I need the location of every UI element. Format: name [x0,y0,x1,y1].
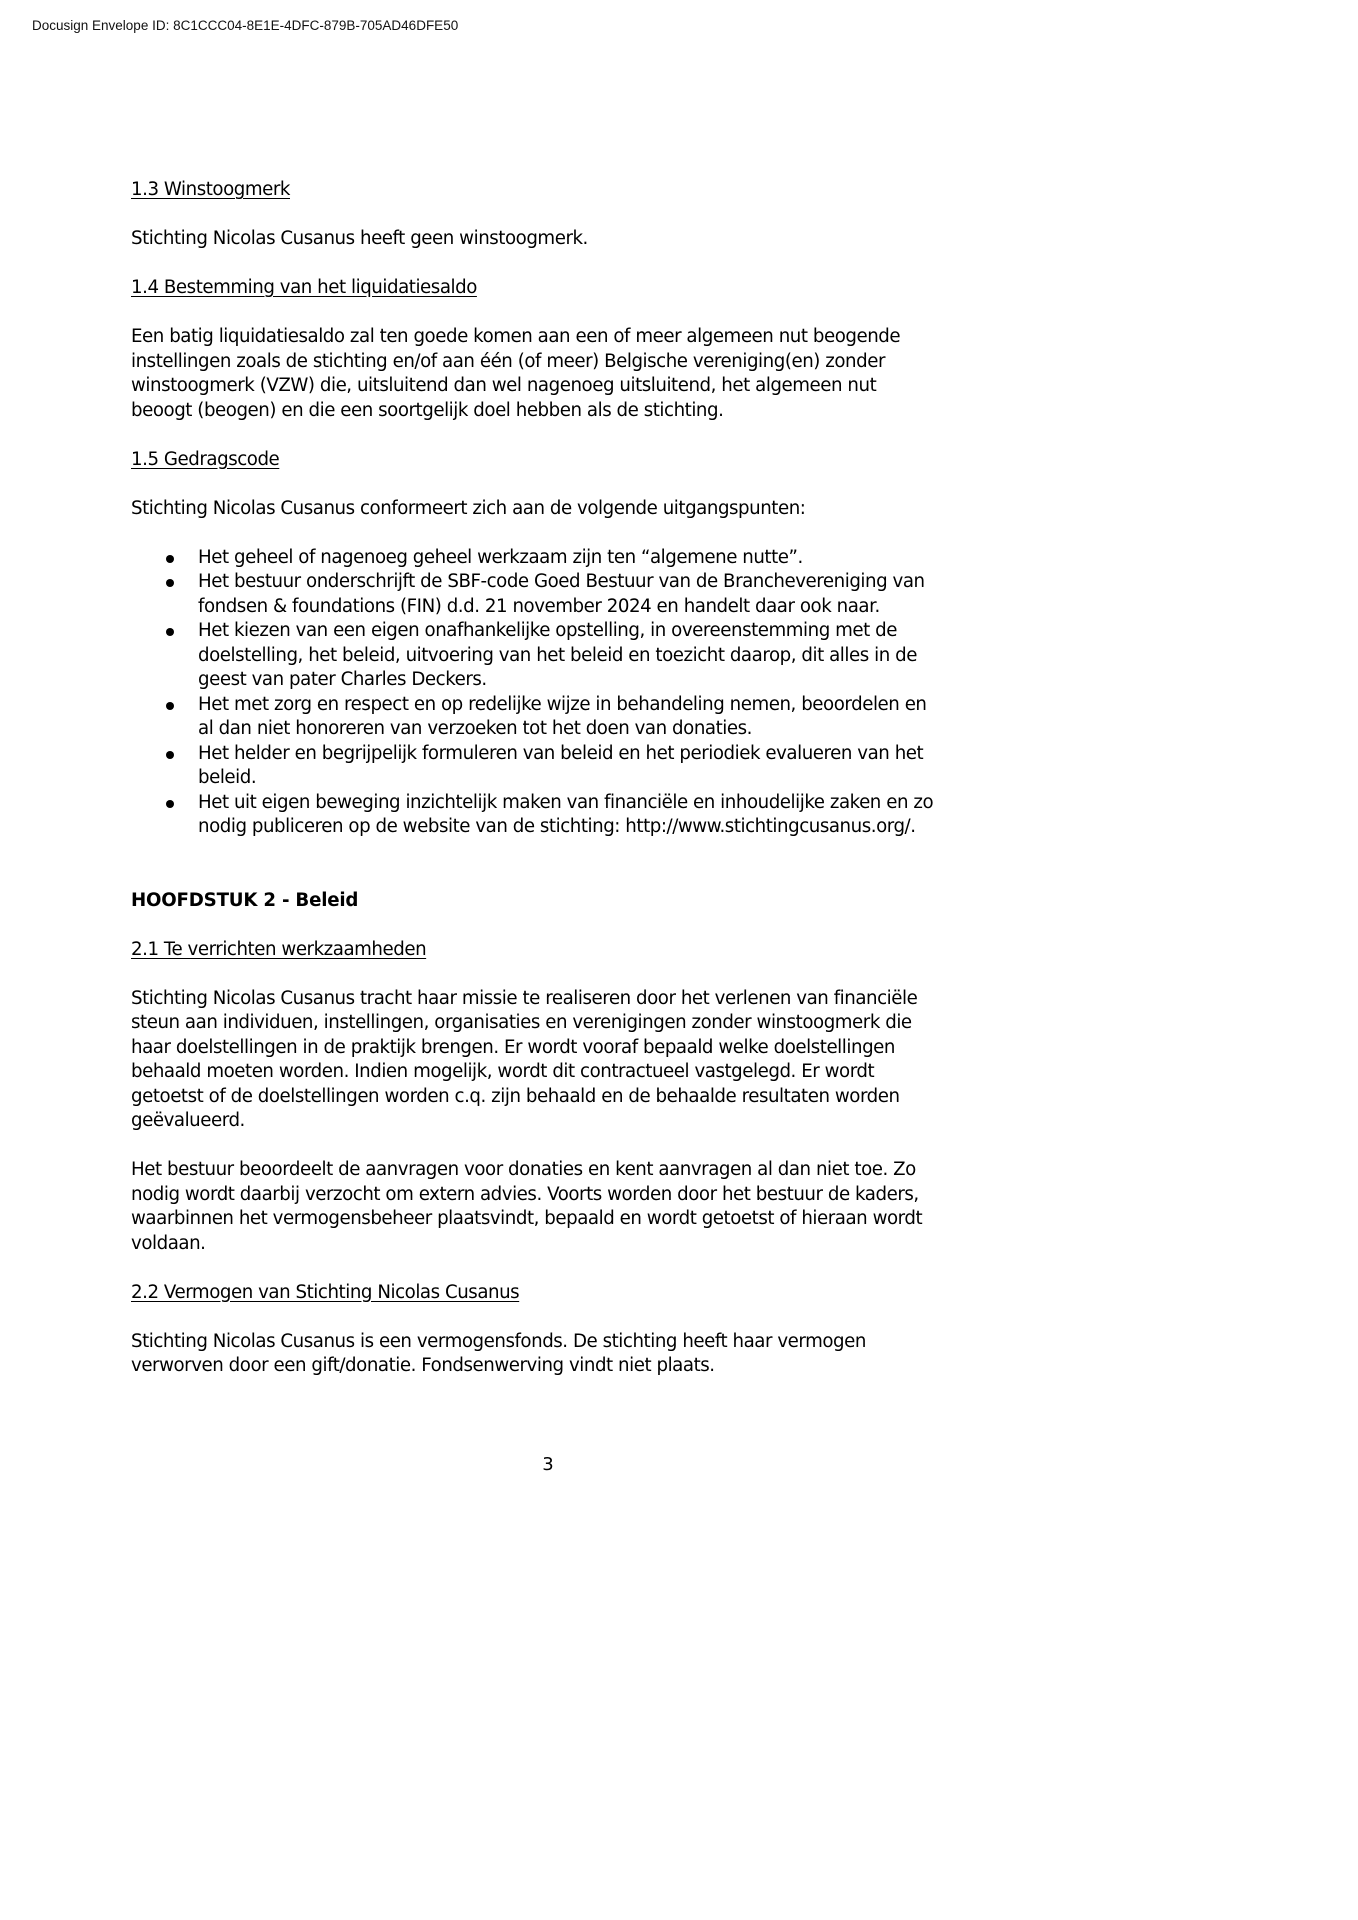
text-line: getoetst of de doelstellingen worden c.q. zijn behaald en de behaalde resultaten worden [131,1085,900,1107]
section-1-4-paragraph [131,325,991,423]
text-line: Het bestuur onderschrijft de SBF-code Goed Bestuur van de Branchevereniging van [198,571,925,592]
text-line: Het kiezen van een eigen onafhankelijke opstelling, in overeenstemming met de [198,620,898,641]
text-line: Stichting Nicolas Cusanus is een vermogensfonds. De stichting heeft haar vermogen [131,1330,866,1352]
text-line: beoogt (beogen) en die een soortgelijk doel hebben als de stichting. [131,399,724,421]
section-1-5-intro: Stichting Nicolas Cusanus conformeert zich aan de volgende uitgangspunten: [131,497,806,519]
page-content [131,178,991,1379]
text-line: Het bestuur beoordeelt de aanvragen voor donaties en kent aanvragen al dan niet toe. Zo [131,1159,916,1180]
text-line: al dan niet honoreren van verzoeken tot het doen van donaties. [198,718,752,739]
section-1-3-text: Stichting Nicolas Cusanus heeft geen winstoogmerk. [131,228,588,249]
text-line: winstoogmerk (VZW) die, uitsluitend dan wel nagenoeg uitsluitend, het algemeen nut [131,375,877,396]
text-line: haar doelstellingen in de praktijk brengen. Er wordt vooraf bepaald welke doelstellingen [131,1036,895,1058]
list-item [131,791,991,840]
section-2-1-paragraph-2 [131,1158,991,1256]
list-item [131,742,991,791]
bullet-icon [166,751,174,759]
bullet-icon [166,800,174,808]
section-2-1-paragraph-1 [131,987,991,1134]
section-heading-1-4: 1.4 Bestemming van het liquidatiesaldo [131,277,477,298]
text-line: behaald moeten worden. Indien mogelijk, wordt dit contractueel vastgelegd. Er wordt [131,1061,875,1082]
text-line: steun aan individuen, instellingen, organisaties en verenigingen zonder winstoogmerk die [131,1012,912,1033]
text-line: geest van pater Charles Deckers. [198,669,487,690]
list-item [131,570,991,619]
text-line: nodig publiceren op de website van de stichting: http://www.stichtingcusanus.org/. [198,816,916,837]
chapter-title: HOOFDSTUK 2 - Beleid [131,889,359,911]
section-heading-1-5: 1.5 Gedragscode [131,448,280,470]
page-number: 3 [542,1454,554,1475]
section-heading-2-1: 2.1 Te verrichten werkzaamheden [131,938,427,960]
list-item [131,693,991,742]
text-line: verworven door een gift/donatie. Fondsenwerving vindt niet plaats. [131,1355,715,1376]
docusign-envelope-id: Docusign Envelope ID: 8C1CCC04-8E1E-4DFC-879B-705AD46DFE50 [32,18,459,33]
bullet-icon [166,579,174,587]
text-line: geëvalueerd. [131,1110,245,1131]
text-line: nodig wordt daarbij verzocht om extern advies. Voorts worden door het bestuur de kaders, [131,1183,919,1205]
gedragscode-list [131,546,991,840]
bullet-icon [166,555,174,563]
text-line: waarbinnen het vermogensbeheer plaatsvindt, bepaald en wordt getoetst of hieraan wordt [131,1208,923,1229]
text-line: beleid. [198,767,257,788]
text-line: fondsen & foundations (FIN) d.d. 21 november 2024 en handelt daar ook naar. [198,595,880,617]
section-heading-2-2: 2.2 Vermogen van Stichting Nicolas Cusanus [131,1281,520,1303]
text-line: doelstelling, het beleid, uitvoering van het beleid en toezicht daarop, dit alles in de [198,644,917,666]
list-item [131,619,991,693]
text-line: Het helder en begrijpelijk formuleren van beleid en het periodiek evalueren van het [198,742,924,764]
section-heading-1-3: 1.3 Winstoogmerk [131,179,290,200]
text-line: voldaan. [131,1232,206,1254]
text-line: Het met zorg en respect en op redelijke wijze in behandeling nemen, beoordelen en [198,693,927,715]
text-line: Het uit eigen beweging inzichtelijk maken van financiële en inhoudelijke zaken en zo [198,791,934,813]
bullet-icon [166,628,174,636]
text-line: instellingen zoals de stichting en/of aan één (of meer) Belgische vereniging(en) zonder [131,350,885,372]
section-2-2-paragraph [131,1330,991,1379]
text-line: Een batig liquidatiesaldo zal ten goede komen aan een of meer algemeen nut beogende [131,326,901,347]
bullet-icon [166,702,174,710]
text-line: Het geheel of nagenoeg geheel werkzaam zijn ten “algemene nutte”. [198,546,803,568]
list-item [131,546,991,571]
text-line: Stichting Nicolas Cusanus tracht haar missie te realiseren door het verlenen van financiële [131,987,918,1009]
